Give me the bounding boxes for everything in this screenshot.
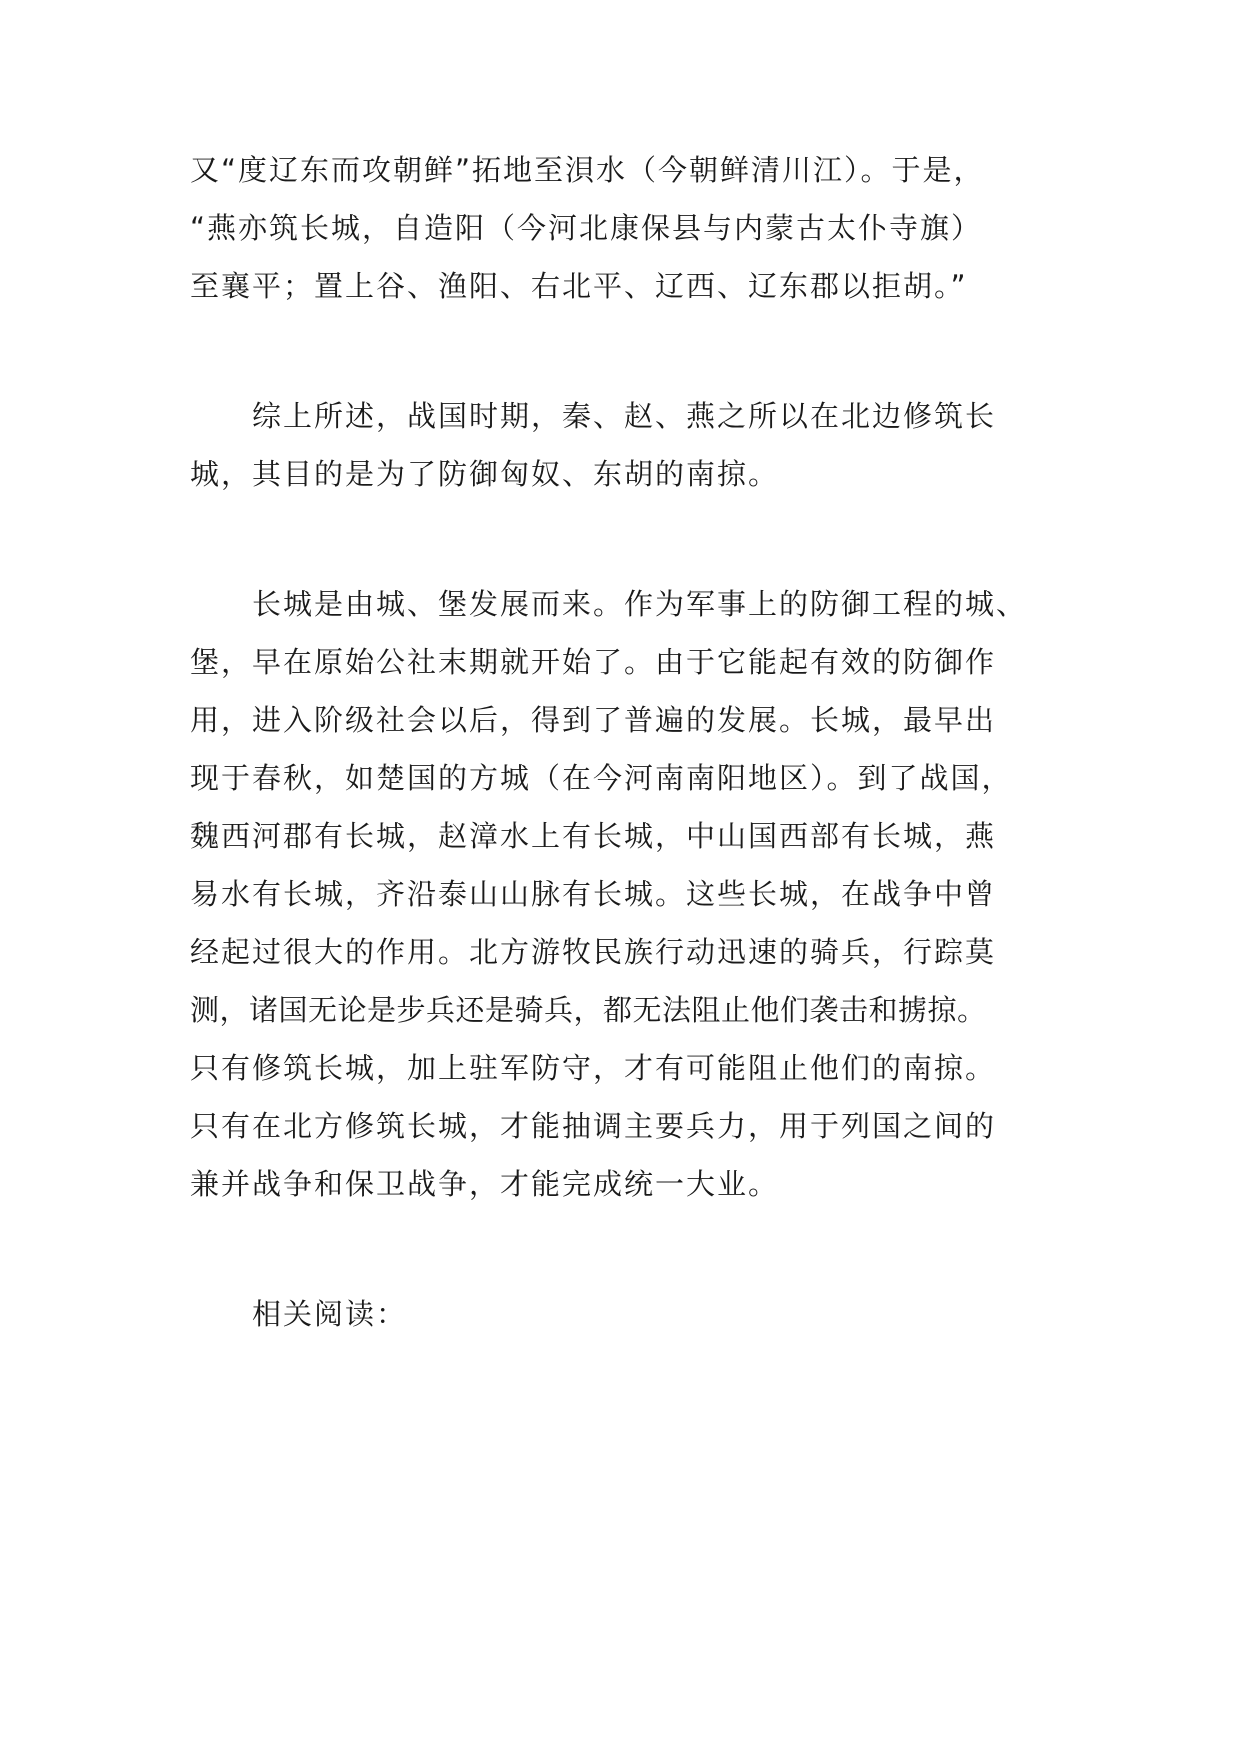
paragraph-1-line-1: 又“度辽东而攻朝鲜”拓地至浿水（今朝鲜清川江）。于是，	[190, 153, 985, 187]
paragraph-1-line-2: “燕亦筑长城，自造阳（今河北康保县与内蒙古太仆寺旗）	[190, 211, 983, 245]
paragraph-3-line-8: 测，诸国无论是步兵还是骑兵，都无法阻止他们袭击和掳掠。	[190, 993, 987, 1027]
paragraph-3-line-4: 现于春秋，如楚国的方城（在今河南南阳地区）。到了战国，	[190, 761, 1013, 795]
paragraph-3-line-2: 堡，早在原始公社末期就开始了。由于它能起有效的防御作	[190, 645, 997, 679]
paragraph-3-line-5: 魏西河郡有长城，赵漳水上有长城，中山国西部有长城，燕	[190, 819, 997, 853]
paragraph-2-line-2: 城，其目的是为了防御匈奴、东胡的南掠。	[190, 457, 780, 491]
paragraph-3-line-6: 易水有长城，齐沿泰山山脉有长城。这些长城，在战争中曾	[190, 877, 997, 911]
related-reading-heading: 相关阅读：	[252, 1297, 408, 1331]
paragraph-3-line-10: 只有在北方修筑长城，才能抽调主要兵力，用于列国之间的	[190, 1109, 997, 1143]
paragraph-3-line-11: 兼并战争和保卫战争，才能完成统一大业。	[190, 1167, 780, 1201]
paragraph-3-line-7: 经起过很大的作用。北方游牧民族行动迅速的骑兵，行踪莫	[190, 935, 997, 969]
paragraph-2-line-1: 综上所述，战国时期，秦、赵、燕之所以在北边修筑长	[252, 399, 997, 433]
paragraph-3-line-3: 用，进入阶级社会以后，得到了普遍的发展。长城，最早出	[190, 703, 997, 737]
paragraph-3-line-1: 长城是由城、堡发展而来。作为军事上的防御工程的城、	[252, 587, 1028, 621]
paragraph-3-line-9: 只有修筑长城，加上驻军防守，才有可能阻止他们的南掠。	[190, 1051, 997, 1085]
paragraph-1-line-3: 至襄平；置上谷、渔阳、右北平、辽西、辽东郡以拒胡。”	[190, 269, 968, 303]
